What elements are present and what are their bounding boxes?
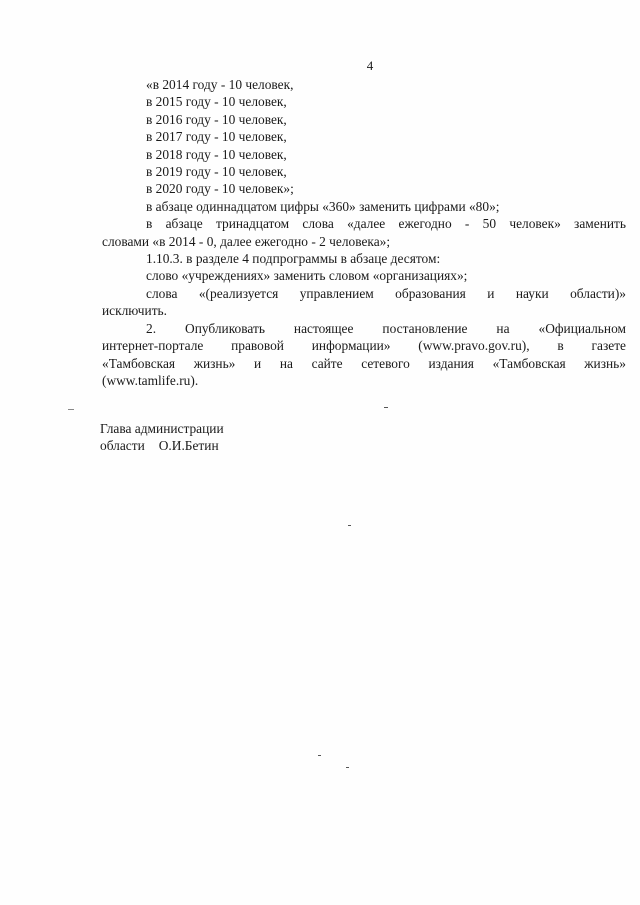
signature-name: О.И.Бетин	[158, 438, 219, 454]
item-1-10-3: 1.10.3. в разделе 4 подпрограммы в абзаце десятом:	[146, 251, 441, 267]
year-line-2015: в 2015 году - 10 человек,	[146, 94, 287, 110]
item-2-line2: интернет-портале правовой информации» (www.pravo.gov.ru), в газете	[102, 338, 626, 354]
item-2-line4: (www.tamlife.ru).	[102, 372, 199, 388]
scan-speck	[318, 755, 321, 756]
paragraph-thirteenth-line2: словами «в 2014 - 0, далее ежегодно - 2 человека»;	[102, 233, 391, 249]
scan-speck	[384, 407, 388, 408]
year-line-2019: в 2019 году - 10 человек,	[146, 164, 287, 180]
signature-region-name	[100, 437, 224, 454]
year-line-2018: в 2018 году - 10 человек,	[146, 146, 287, 162]
page-number: 4	[366, 58, 374, 73]
item-2-line3: «Тамбовская жизнь» и на сайте сетевого издания «Тамбовская жизнь»	[102, 355, 626, 371]
year-line-2017: в 2017 году - 10 человек,	[146, 129, 287, 145]
scan-speck	[348, 525, 351, 526]
document-body	[102, 76, 626, 389]
scan-speck	[68, 409, 74, 410]
signature-block	[100, 420, 224, 455]
scan-speck	[346, 767, 349, 768]
year-line-2014: «в 2014 году - 10 человек,	[146, 77, 294, 92]
year-line-2016: в 2016 году - 10 человек,	[146, 111, 287, 127]
signature-region: области	[100, 438, 145, 454]
exclude-words-line2: исключить.	[102, 303, 167, 319]
item-2-line1: 2. Опубликовать настоящее постановление на «Официальном	[146, 320, 626, 336]
year-line-2020: в 2020 году - 10 человек»;	[146, 181, 294, 197]
exclude-words-line1: слова «(реализуется управлением образования и науки области)»	[146, 285, 626, 301]
paragraph-eleventh: в абзаце одиннадцатом цифры «360» заменить цифрами «80»;	[146, 198, 500, 214]
replace-word-line: слово «учреждениях» заменить словом «организациях»;	[146, 268, 468, 284]
signature-title: Глава администрации	[100, 421, 224, 436]
paragraph-thirteenth-line1: в абзаце тринадцатом слова «далее ежегодно - 50 человек» заменить	[146, 216, 626, 232]
